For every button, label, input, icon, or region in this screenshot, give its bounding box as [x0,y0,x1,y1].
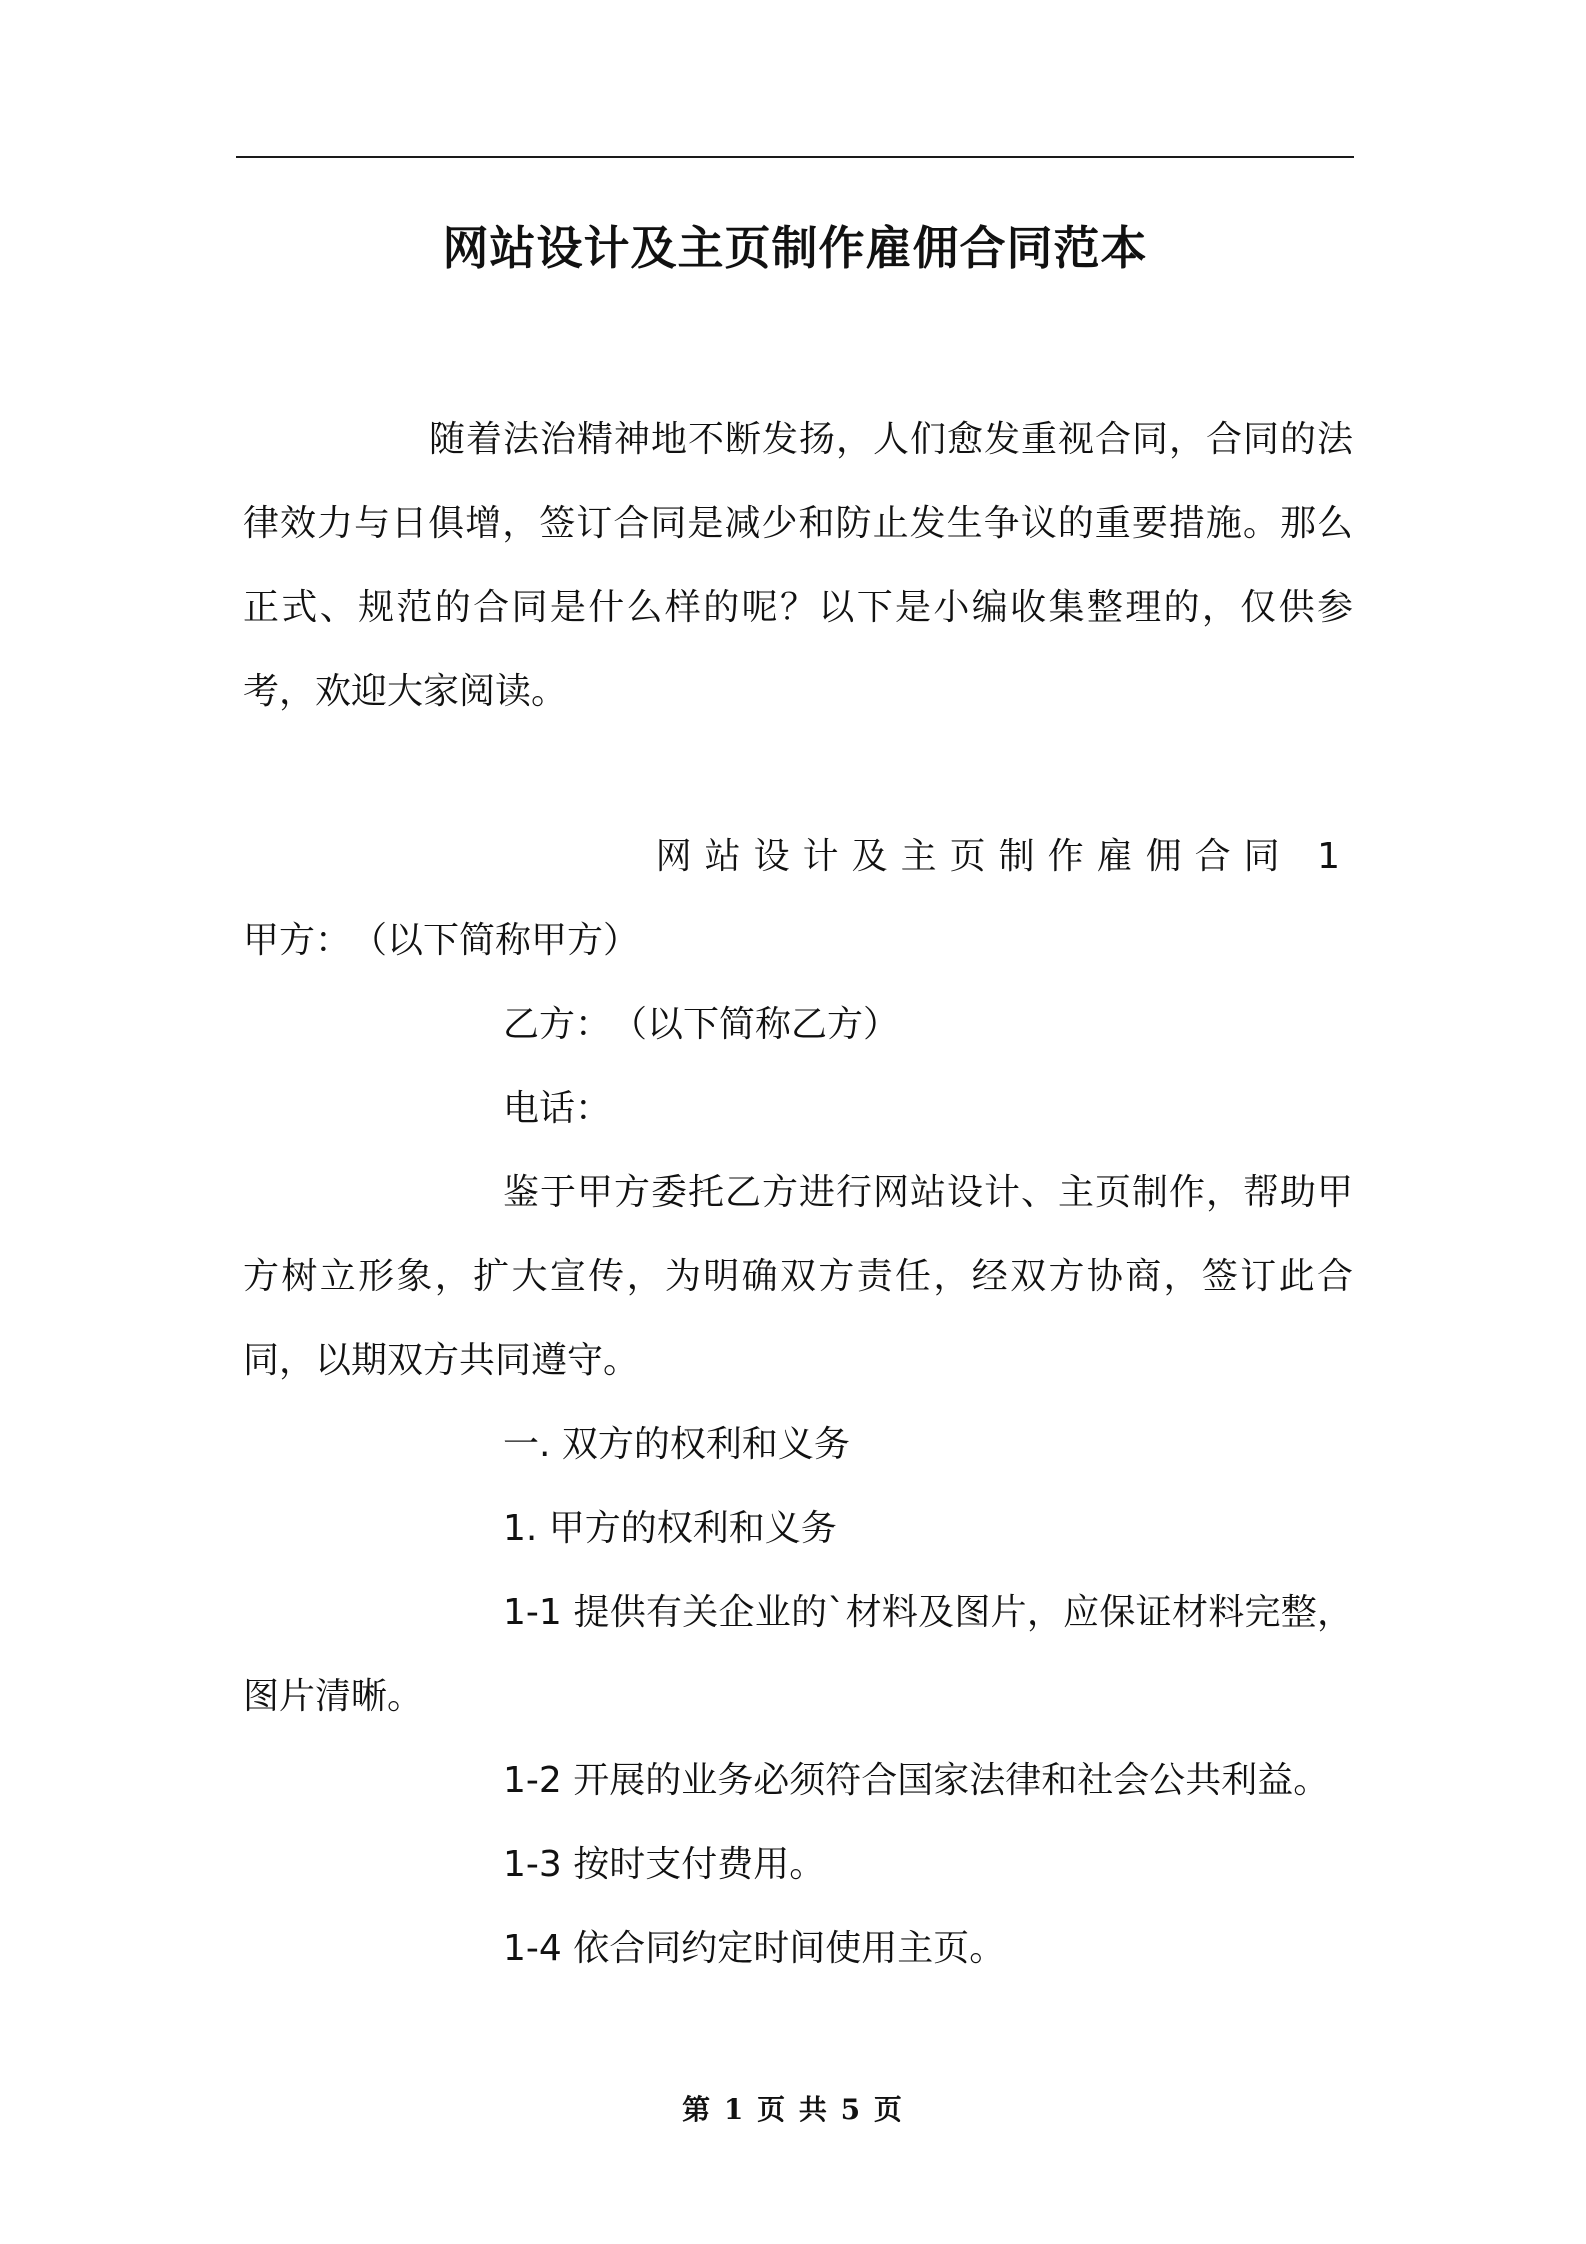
header-rule [236,156,1354,158]
subsection-heading-party-a: 1. 甲方的权利和义务 [503,1508,837,1549]
phone-line: 电话： [503,1088,612,1129]
page-number-footer: 第 1 页 共 5 页 [682,2093,904,2126]
clause-1-2: 1-2 开展的业务必须符合国家法律和社会公共利益。 [503,1760,1330,1801]
document-title: 网站设计及主页制作雇佣合同范本 [442,221,1148,275]
preamble-paragraph: 鉴于甲方委托乙方进行网站设计、主页制作，帮助甲方树立形象，扩大宣传，为明确双方责任，经双方协商，签订此合同，以期双方共同遵守。 [243,1172,1353,1381]
clause-1-3: 1-3 按时支付费用。 [503,1844,826,1885]
contract-heading: 网站设计及主页制作雇佣合同 1 [655,836,1353,877]
intro-paragraph: 随着法治精神地不断发扬，人们愈发重视合同，合同的法律效力与日俱增，签订合同是减少和防止发生争议的重要措施。那么正式、规范的合同是什么样的呢？以下是小编收集整理的，仅供参考，欢迎大家阅读。 [243,419,1353,712]
contract-body [243,815,1353,1991]
section-heading-rights: 一. 双方的权利和义务 [503,1424,850,1465]
clause-1-4: 1-4 依合同约定时间使用主页。 [503,1928,1006,1969]
party-a-line: 甲方： （以下简称甲方） [243,920,640,961]
party-b-line: 乙方： （以下简称乙方） [503,1004,900,1045]
clause-1-1: 1-1 提供有关企业的`材料及图片，应保证材料完整，图片清晰。 [243,1592,1353,1717]
